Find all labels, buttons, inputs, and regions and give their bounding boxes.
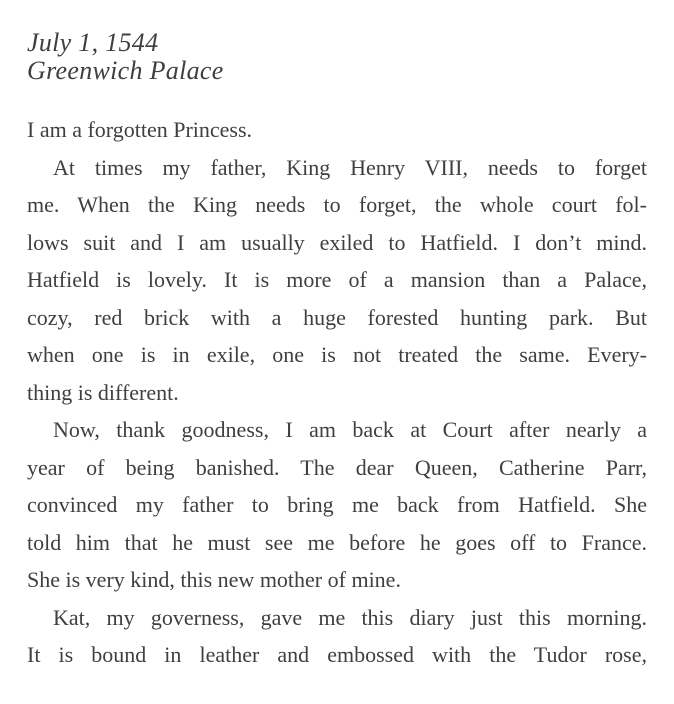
text-line: Hatfield is lovely. It is more of a mansion than a Palace,: [27, 267, 647, 292]
entry-date: July 1, 1544: [27, 28, 159, 57]
text-line: year of being banished. The dear Queen, Catherine Parr,: [27, 454, 647, 480]
text-line: I am a forgotten Princess.: [27, 117, 253, 142]
paragraph: [27, 149, 647, 412]
paragraph: [27, 411, 647, 599]
text-line: Kat, my governess, gave me this diary just this morning.: [53, 604, 647, 630]
text-line: thing is different.: [27, 379, 179, 405]
text-line: Now, thank goodness, I am back at Court after nearly a: [53, 417, 647, 442]
text-line: It is bound in leather and embossed with the Tudor rose,: [27, 642, 647, 667]
text-line: told him that he must see me before he goes off to France.: [27, 529, 647, 555]
page-text: [27, 111, 647, 674]
entry-location: Greenwich Palace: [27, 56, 224, 85]
text-line: She is very kind, this new mother of mine.: [27, 567, 401, 592]
text-line: when one is in exile, one is not treated the same. Every-: [27, 342, 647, 367]
text-line: convinced my father to bring me back from Hatfield. She: [27, 492, 647, 517]
text-line: me. When the King needs to forget, the whole court fol-: [27, 192, 647, 217]
paragraph: [27, 599, 647, 674]
text-line: cozy, red brick with a huge forested hunting park. But: [27, 304, 647, 330]
entry-dateline: [27, 29, 224, 85]
paragraph: [27, 111, 647, 149]
text-line: At times my father, King Henry VIII, needs to forget: [53, 154, 647, 180]
text-line: lows suit and I am usually exiled to Hatfield. I don’t mind.: [27, 229, 647, 255]
